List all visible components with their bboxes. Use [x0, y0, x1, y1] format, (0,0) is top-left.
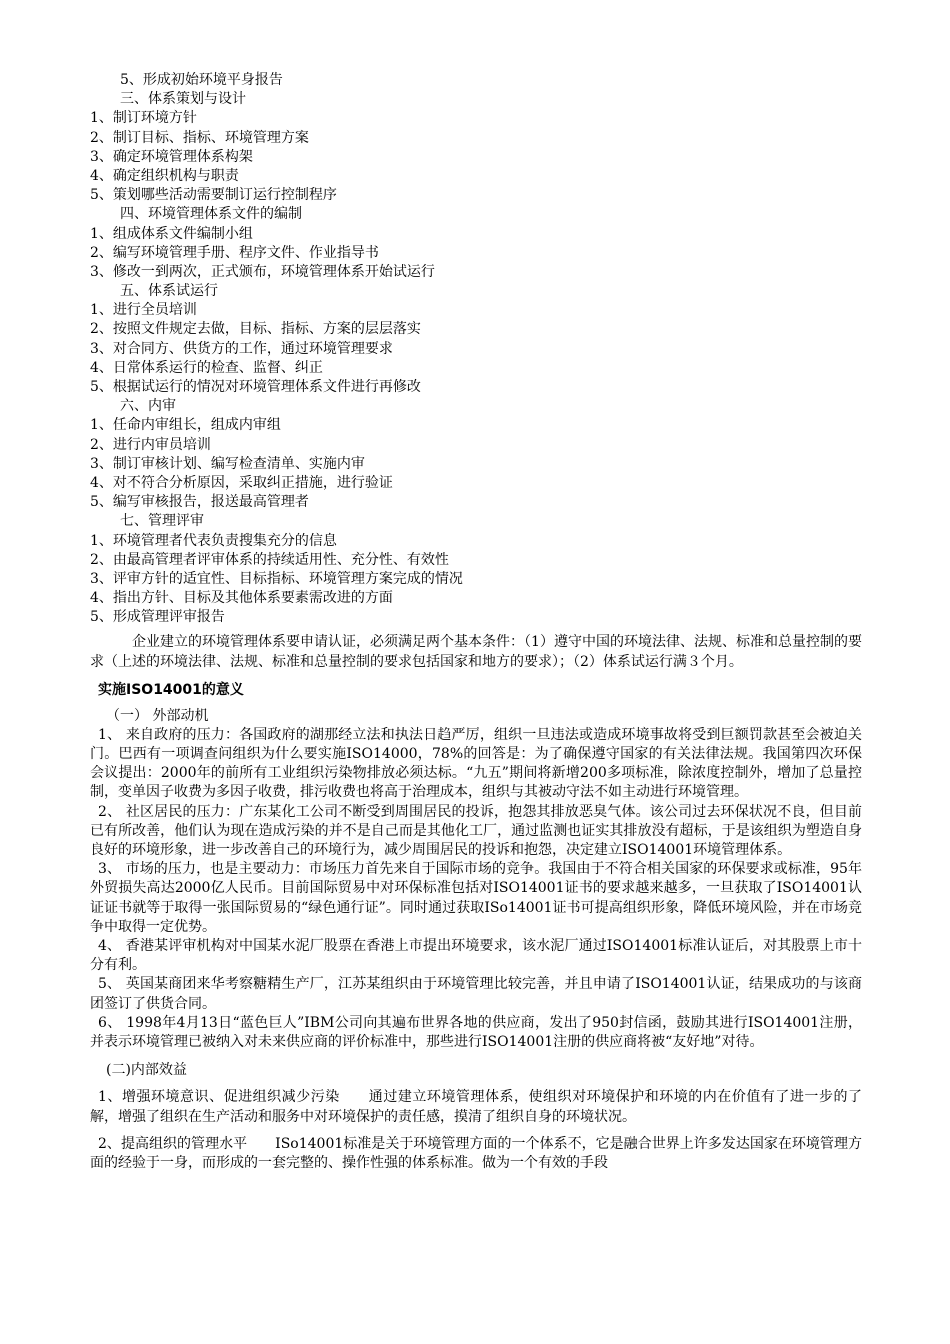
list-item: 4、对不符合分析原因，采取纠正措施，进行验证 [90, 474, 393, 491]
external-paragraph: 2、 社区居民的压力：广东某化工公司不断受到周围居民的投诉，抱怨其排放恶臭气体。该公司过去环保状况不良，但目前已有所改善，他们认为现在造成污染的并不是自己而是其他化工厂，通过监测也证实其排放没有超标，于是该组织为塑造自身良好的环境形象，进一步改善自己的环境行为，减少周围居民的投诉和抱怨，决定建立ISO14001环境管理体系。 [90, 803, 862, 859]
certification-paragraph: 企业建立的环境管理体系要申请认证，必须满足两个基本条件：（1）遵守中国的环境法律、法规、标准和总量控制的要求（上述的环境法律、法规、标准和总量控制的要求包括国家和地方的要求）；（2）体系试运行满３个月。 [90, 634, 862, 670]
list-item: 1、进行全员培训 [90, 302, 197, 319]
list-item: 2、由最高管理者评审体系的持续适用性、充分性、有效性 [90, 551, 449, 568]
list-item: 4、指出方针、目标及其他体系要素需改进的方面 [90, 590, 393, 607]
external-motivation-title: （一） 外部动机 [106, 707, 209, 724]
list-item: 5、策划哪些活动需要制订运行控制程序 [90, 187, 337, 204]
list-item: 3、确定环境管理体系构架 [90, 148, 253, 165]
document-body [90, 71, 862, 1173]
list-item: 2、按照文件规定去做，目标、指标、方案的层层落实 [90, 321, 421, 338]
list-item: 1、组成体系文件编制小组 [90, 225, 253, 242]
list-item: 5、形成初始环境平身报告 [120, 72, 283, 88]
list-item: 3、评审方针的适宜性、目标指标、环境管理方案完成的情况 [90, 570, 463, 587]
list-item: 2、编写环境管理手册、程序文件、作业指导书 [90, 244, 379, 261]
external-paragraph: 6、 1998年4月13日“蓝色巨人”IBM公司向其遍布世界各地的供应商，发出了950封信函，鼓励其进行ISO14001注册，并表示环境管理已被纳入对未来供应商的评价标准中，那些进行ISO14001注册的供应商将被“友好地”对待。 [90, 1014, 862, 1051]
section-heading: 七、管理评审 [120, 513, 204, 530]
list-item: 4、日常体系运行的检查、监督、纠正 [90, 359, 323, 376]
section-heading: 五、体系试运行 [120, 283, 218, 300]
internal-paragraph: 2、提高组织的管理水平 ISo14001标准是关于环境管理方面的一个体系不，它是融合世界上许多发达国家在环境管理方面的经验于一身，而形成的一套完整的、操作性强的体系标准。做为一个有效的手段 [90, 1135, 862, 1171]
list-item: 3、制订审核计划、编写检查清单、实施内审 [90, 455, 365, 472]
list-item: 1、环境管理者代表负责搜集充分的信息 [90, 532, 337, 549]
external-paragraph: 1、 来自政府的压力：各国政府的湖那经立法和执法日趋严厉，组织一旦违法或造成环境事故将受到巨额罚款甚至会被迫关门。巴西有一项调查问组织为什么要实施ISO14000，78%的回答是：为了确保遵守国家的有关法律法规。我国第四次环保会议提出：2000年的前所有工业组织污染物排放必须达标。“九五”期间将新增200多项标准，除浓度控制外，增加了总量控制，变单因子收费为多因子收费，排污收费也将高于治理成本，组织与其被动守法不如主动进行环境管理。 [90, 726, 862, 801]
list-item: 3、修改一到两次，正式颁布，环境管理体系开始试运行 [90, 263, 435, 280]
section-heading: 四、环境管理体系文件的编制 [120, 206, 302, 223]
section-heading: 三、体系策划与设计 [120, 91, 246, 108]
internal-paragraph: 1、增强环境意识、促进组织减少污染 通过建立环境管理体系，使组织对环境保护和环境的内在价值有了进一步的了解，增强了组织在生产活动和服务中对环境保护的责任感，摸清了组织自身的环境状况。 [90, 1089, 862, 1125]
list-item: 5、根据试运行的情况对环境管理体系文件进行再修改 [90, 379, 421, 395]
list-item: 1、任命内审组长，组成内审组 [90, 417, 281, 434]
significance-heading: 实施ISO14001的意义 [98, 681, 244, 698]
list-item: 2、进行内审员培训 [90, 436, 211, 453]
list-item: 4、确定组织机构与职责 [90, 167, 239, 184]
list-item: 3、对合同方、供货方的工作，通过环境管理要求 [90, 340, 393, 357]
internal-benefits-title: (二)内部效益 [106, 1062, 187, 1079]
external-paragraph: 4、 香港某评审机构对中国某水泥厂股票在香港上市提出环境要求，该水泥厂通过ISO14001标准认证后，对其股票上市十分有利。 [90, 938, 862, 974]
list-item: 2、制订目标、指标、环境管理方案 [90, 129, 309, 146]
external-paragraph: 5、 英国某商团来华考察糖精生产厂，江苏某组织由于环境管理比较完善，并且申请了ISO14001认证，结果成功的与该商团签订了供货合同。 [90, 976, 862, 1012]
list-item: 5、编写审核报告，报送最高管理者 [90, 494, 309, 511]
external-paragraph: 3、 市场的压力，也是主要动力：市场压力首先来自于国际市场的竞争。我国由于不符合相关国家的环保要求或标准，95年外贸损失高达2000亿人民币。目前国际贸易中对环保标准包括对ISO14001证书的要求越来越多，一旦获取了ISO14001认证证书就等于取得一张国际贸易的“绿色通行证”。同时通过获取ISo14001证书可提高组织形象，降低环境风险，并在市场竞争中取得一定优势。 [90, 861, 862, 935]
steps-list [90, 71, 862, 627]
list-item: 5、形成管理评审报告 [90, 609, 225, 626]
section-heading: 六、内审 [120, 398, 176, 415]
list-item: 1、制订环境方针 [90, 110, 197, 127]
